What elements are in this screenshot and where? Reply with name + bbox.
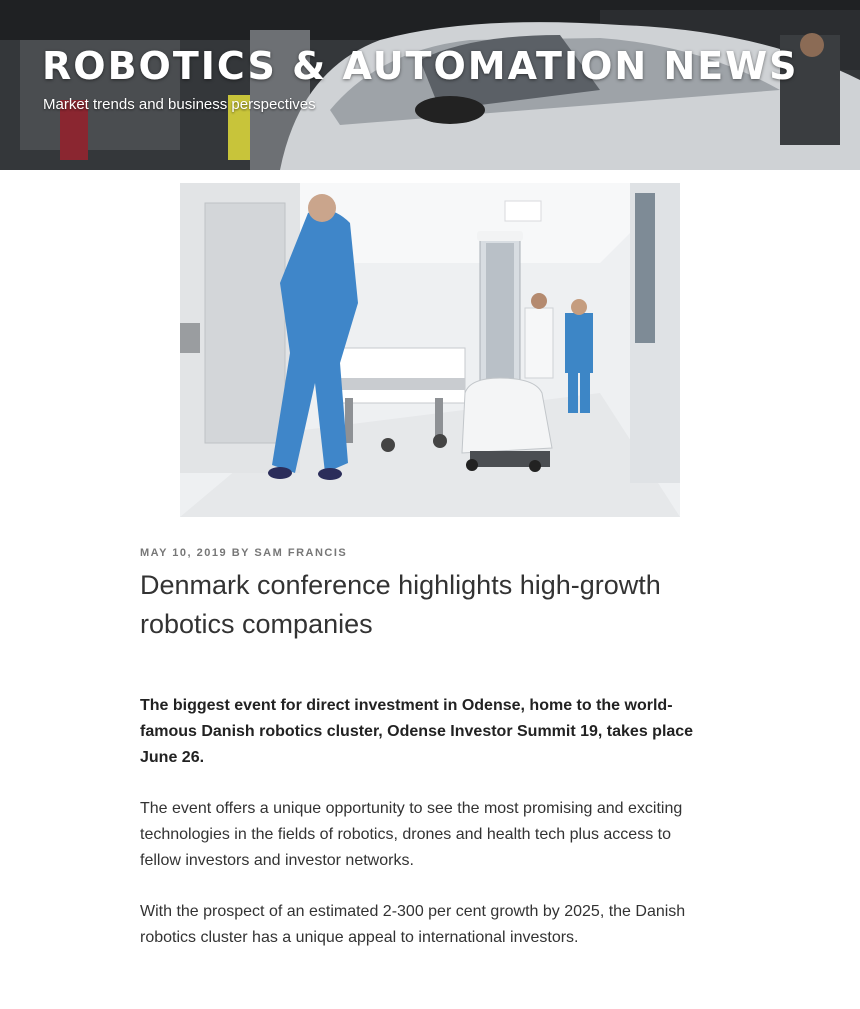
post-lead-paragraph: The biggest event for direct investment in Odense, home to the world-famous Danish robotics cluster, Odense Investor Summit 19, takes place June 26. xyxy=(140,697,694,766)
featured-image xyxy=(180,183,680,517)
post-content xyxy=(140,693,710,976)
site-description: Market trends and business perspectives xyxy=(43,96,316,113)
site-title[interactable]: ROBOTICS & AUTOMATION NEWS xyxy=(42,44,799,88)
post-byline-label: BY xyxy=(231,547,250,559)
hospital-robot-photo xyxy=(180,183,680,517)
site-header xyxy=(0,0,860,170)
post-paragraph: With the prospect of an estimated 2-300 per cent growth by 2025, the Danish robotics cluster has a unique appeal to international investors. xyxy=(140,903,686,946)
post-author-link[interactable]: SAM FRANCIS xyxy=(254,547,348,559)
post-date-link[interactable]: MAY 10, 2019 xyxy=(140,547,228,559)
post-paragraph: The event offers a unique opportunity to see the most promising and exciting technologies in the fields of robotics, drones and health tech plus access to fellow investors and investor networks. xyxy=(140,800,683,869)
post-meta xyxy=(140,547,347,559)
post-title: Denmark conference highlights high-growth robotics companies xyxy=(140,570,661,639)
